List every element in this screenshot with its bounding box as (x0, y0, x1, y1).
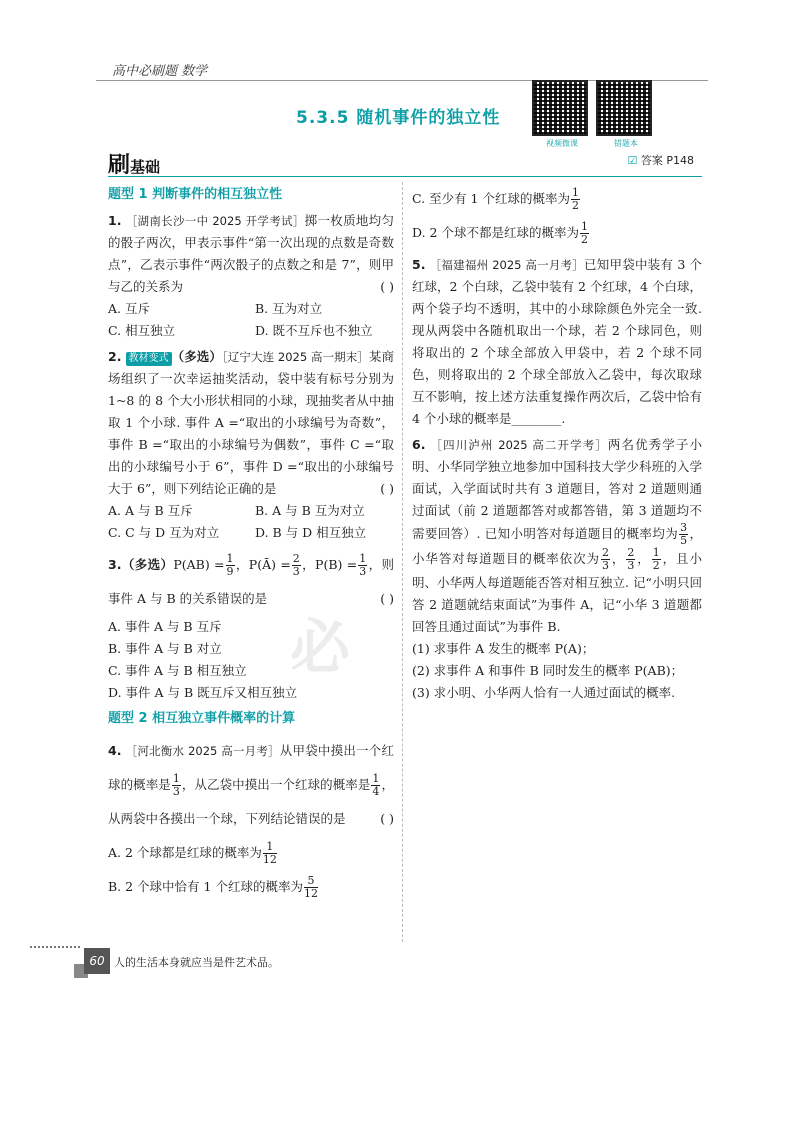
section-rule (108, 176, 702, 177)
option-c: C. 相互独立 (108, 323, 176, 338)
qr-caption: 视频微课 (546, 139, 578, 148)
section-label: 基础 (130, 158, 161, 176)
numerator: 3 (680, 521, 688, 534)
expr-pa: ，P(Ā) = (235, 557, 291, 572)
numerator: 1 (372, 772, 380, 785)
expr-pb: ，P(B) = (301, 557, 358, 572)
numerator: 1 (580, 220, 588, 233)
qr-video[interactable] (532, 80, 592, 149)
denominator: 3 (627, 559, 635, 572)
option-d: D. 事件 A 与 B 既互斥又相互独立 (108, 685, 298, 700)
answer-bracket: ( ) (380, 481, 394, 496)
options (108, 298, 394, 342)
numerator: 5 (304, 875, 318, 888)
fraction (571, 187, 580, 212)
brush-logo: 刷 (108, 153, 131, 178)
question-3 (108, 548, 394, 704)
numerator: 1 (571, 186, 579, 199)
question-text: ，则事件 A 与 B 的关系错误的是 (108, 557, 394, 606)
numerator: 1 (263, 841, 277, 854)
fraction (679, 522, 688, 547)
question-text: ，且小明、小华两人每道题能否答对相互独立. 记“小明只回答 2 道题就结束面试”为事件 A，记“小华 3 道题都回答且通过面试”为事件 B. (412, 551, 702, 634)
numerator: 2 (601, 546, 609, 559)
multi-select-tag: （多选） (171, 349, 222, 364)
option-text: D. 2 个球不都是红球的概率为 (412, 225, 579, 240)
question-type-2: 题型 2 相互独立事件概率的计算 (108, 711, 296, 726)
question-text: 掷一枚质地均匀的骰子两次，甲表示事件“第一次出现的点数是奇数点”，乙表示事件“两次骰子的点数之和是 7”，则甲与乙的关系为 (108, 213, 394, 294)
question-source: ［河北衡水 2025 高一月考］ (125, 744, 280, 758)
sub-question-3: (3) 求小明、小华两人恰有一人通过面试的概率. (412, 685, 676, 700)
question-text: 两名优秀学子小明、小华同学独立地参加中国科技大学少科班的入学面试，入学面试时共有 3 道题目，答对 2 道题则通过面试（前 2 道题都答对或都答错，第 3 道题均不需要回答）. 已知小明答对每道题目的概率均为 (412, 437, 702, 541)
option-a: A. 事件 A 与 B 互斥 (108, 619, 222, 634)
question-6 (412, 434, 702, 704)
denominator: 3 (292, 565, 300, 578)
fraction (652, 547, 661, 572)
question-number: 5. (412, 257, 426, 272)
numerator: 1 (359, 552, 367, 565)
denominator: 2 (571, 199, 579, 212)
fraction (226, 553, 235, 578)
check-icon: ☑ (627, 154, 638, 167)
question-number: 6. (412, 437, 426, 452)
fraction (371, 773, 380, 798)
question-text: 已知甲袋中装有 3 个红球，2 个白球，乙袋中装有 2 个红球，4 个白球，两个袋子均不透明，其中的小球除颜色外完全一致. 现从两袋中各随机取出一个球，若 2 个球同色，则将取出的 2 个球全部放入甲袋中，若 2 个球不同色，则将取出的 2 个球全部放入乙袋中，每次取球互不影响，按上述方法重复操作两次后，乙袋中恰有 4 个小球的概率是________. (412, 257, 703, 426)
question-text: ，从乙袋中摸出一个红球的概率是 (181, 777, 371, 792)
fraction (172, 773, 181, 798)
sub-question-1: (1) 求事件 A 发生的概率 P(A)； (412, 641, 595, 656)
footer-dots (30, 946, 80, 948)
qr-code-icon (596, 80, 652, 136)
numerator: 2 (627, 546, 635, 559)
question-4 (108, 734, 394, 904)
option-c (412, 182, 702, 216)
question-text: ，小华答对每道题目的概率依次为 (412, 526, 702, 566)
question-type-1: 题型 1 判断事件的相互独立性 (108, 187, 283, 202)
lesson-title: 5.3.5 随机事件的独立性 (296, 108, 501, 128)
option-c: C. 事件 A 与 B 相互独立 (108, 663, 247, 678)
option-d: D. B 与 D 相互独立 (255, 525, 367, 540)
denominator: 3 (601, 559, 609, 572)
column-divider (402, 182, 403, 942)
option-c: C. C 与 D 互为对立 (108, 525, 220, 540)
answer-bracket: ( ) (380, 811, 394, 826)
option-text: C. 至少有 1 个红球的概率为 (412, 191, 570, 206)
option-a: A. 互斥 (108, 301, 150, 316)
fraction (263, 841, 277, 866)
option-text: B. 2 个球中恰有 1 个红球的概率为 (108, 879, 303, 894)
option-b: B. 互为对立 (255, 301, 323, 316)
numerator: 2 (292, 552, 300, 565)
denominator: 3 (359, 565, 367, 578)
page-number: 60 (84, 948, 110, 974)
numerator: 1 (226, 552, 234, 565)
answer-reference (627, 152, 694, 168)
left-column (108, 182, 394, 908)
question-2 (108, 346, 394, 544)
question-1 (108, 210, 394, 342)
option-b: B. A 与 B 互为对立 (255, 503, 365, 518)
fraction (580, 221, 589, 246)
separator: ， (610, 551, 626, 566)
footer-motto: 人的生活本身就应当是件艺术品。 (114, 956, 279, 969)
numerator: 1 (652, 546, 660, 559)
option-a: A. A 与 B 互斥 (108, 503, 193, 518)
question-source: ［辽宁大连 2025 高一期末］ (221, 350, 369, 364)
denominator: 4 (372, 785, 380, 798)
question-text: ，从两袋中各摸出一个球，下列结论错误的是 (108, 777, 394, 826)
sub-question-2: (2) 求事件 A 和事件 B 同时发生的概率 P(AB)； (412, 663, 684, 678)
denominator: 3 (172, 785, 180, 798)
fraction (292, 553, 301, 578)
question-number: 1. (108, 213, 122, 228)
denominator: 9 (226, 565, 234, 578)
book-header: 高中必刷题 数学 (112, 64, 208, 79)
expr-pab: P(AB) = (173, 557, 225, 572)
fraction (626, 547, 635, 572)
right-column (412, 182, 702, 708)
question-5 (412, 254, 702, 430)
options (108, 616, 394, 704)
separator: ， (636, 551, 651, 566)
question-source: ［湖南长沙一中 2025 开学考试］ (125, 214, 305, 228)
denominator: 2 (652, 559, 660, 572)
qr-code-icon (532, 80, 588, 136)
denominator: 12 (262, 853, 277, 866)
option-text: A. 2 个球都是红球的概率为 (108, 845, 262, 860)
denominator: 5 (680, 534, 688, 547)
numerator: 1 (172, 772, 180, 785)
watermark: 必 (290, 613, 350, 683)
fraction (601, 547, 610, 572)
question-source: ［四川泸州 2025 高二开学考］ (430, 438, 608, 452)
option-b: B. 事件 A 与 B 对立 (108, 641, 222, 656)
option-a (108, 836, 394, 870)
option-d: D. 既不互斥也不独立 (255, 323, 373, 338)
answer-bracket: ( ) (380, 279, 394, 294)
question-text: 从甲袋中摸出一个红球的概率是 (108, 743, 394, 792)
textbook-variant-badge: 教材变式 (126, 352, 172, 366)
question-number: 4. (108, 743, 122, 758)
fraction (358, 553, 367, 578)
question-text: 某商场组织了一次幸运抽奖活动，袋中装有标号分别为1~8 的 8 个大小形状相同的小球，现抽奖者从中抽取 1 个小球. 事件 A =“取出的小球编号为奇数”，事件 B =“取出的小球编号为偶数”，事件 C =“取出的小球编号小于 6”，事件 D =“取出的小球编号大于 6”，则下列结论正确的是 (108, 349, 394, 496)
question-number: 2. (108, 349, 122, 364)
fraction (304, 875, 318, 900)
qr-caption: 错题本 (614, 139, 638, 148)
question-number: 3. (108, 557, 122, 572)
options (108, 500, 394, 544)
option-b (108, 870, 394, 904)
denominator: 12 (303, 887, 318, 900)
option-d (412, 216, 702, 250)
denominator: 2 (580, 233, 588, 246)
question-4-continued (412, 182, 702, 250)
answer-page: 答案 P148 (640, 154, 694, 167)
qr-mistakes[interactable] (596, 80, 656, 149)
multi-select-tag: （多选） (121, 557, 174, 572)
answer-bracket: ( ) (380, 591, 394, 606)
section-banner (108, 148, 160, 179)
question-source: ［福建福州 2025 高一月考］ (429, 258, 585, 272)
